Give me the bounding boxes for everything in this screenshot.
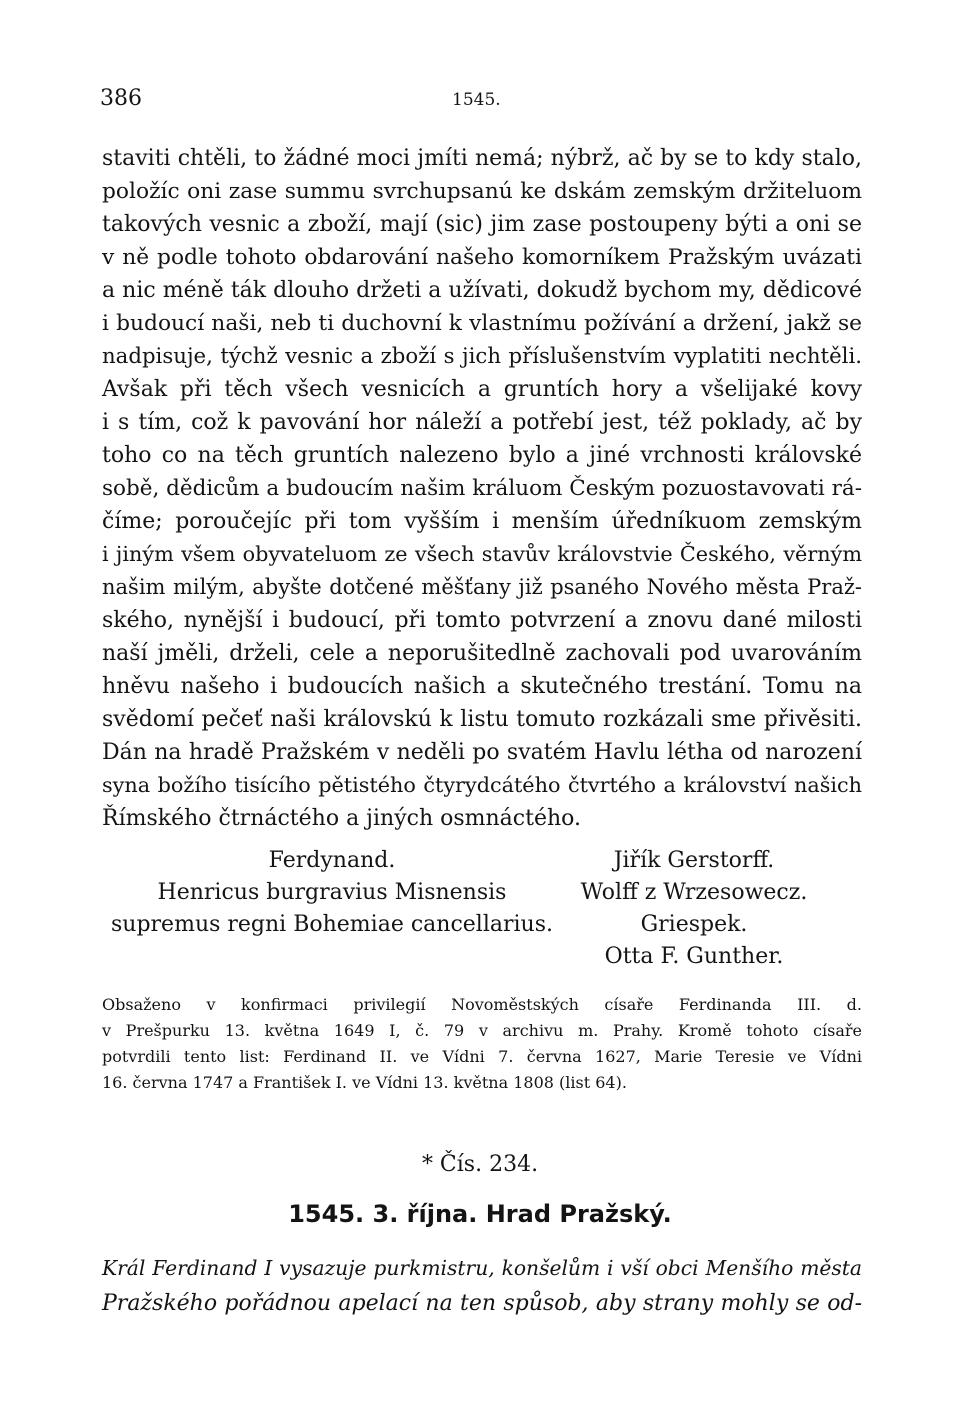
body-line: našim milým, abyšte dotčené měšťany již psaného Nového města Praž- (102, 575, 862, 599)
body-line: hněvu našeho i budoucích našich a skutečného trestání. Tomu na (102, 674, 862, 699)
body-line: i jiným všem obyvateluom ze všech stavův královstvie Českého, věrným (102, 542, 862, 566)
page-header (100, 86, 860, 120)
charter-body-text (102, 142, 862, 835)
body-line: číme; poroučejíc při tom vyšším i menším úředníkuom zemským (102, 509, 862, 534)
body-line: Avšak při těch všech vesnicích a gruntích hory a všelijaké kovy (102, 377, 862, 402)
signatures-left (102, 845, 562, 941)
signature-line: Henricus burgravius Misnensis (157, 880, 507, 905)
running-head-year: 1545. (452, 90, 501, 110)
charter-number: * Čís. 234. (421, 1152, 539, 1177)
signatures-right (576, 845, 812, 973)
body-line: a nic méně ták dlouho držeti a užívati, dokudž bychom my, dědicové (102, 278, 862, 303)
body-line: i s tím, což k pavování hor náleží a potřebí jest, též poklady, ač by (102, 410, 862, 435)
body-line: v ně podle tohoto obdarování našeho komorníkem Pražským uvázati (102, 245, 862, 270)
page-number: 386 (100, 86, 142, 111)
charter-heading: 1545. 3. října. Hrad Pražský. (288, 1200, 672, 1228)
signatures-block (102, 845, 862, 975)
body-line: nadpisuje, týchž vesnic a zboží s jich příslušenstvím vyplatiti nechtěli. (102, 344, 862, 369)
signature-line: Jiřík Gerstorff. (613, 848, 775, 873)
note-line: Obsaženo v konfirmaci privilegií Novoměstských císaře Ferdinanda III. d. (102, 995, 862, 1014)
signature-line: supremus regni Bohemiae cancellarius. (111, 912, 553, 937)
body-line: Dán na hradě Pražském v neděli po svatém Havlu létha od narození (102, 740, 862, 765)
note-line: potvrdili tento list: Ferdinand II. ve Vídni 7. června 1627, Marie Teresie ve Vídni (102, 1047, 862, 1066)
signature-line: Griespek. (640, 912, 748, 937)
body-line: ského, nynější i budoucí, při tomto potvrzení a znovu dané milosti (102, 608, 862, 633)
body-line: naší jměli, drželi, cele a neporušitedlně zachovali pod uvarováním (102, 641, 862, 666)
abstract-line: Pražského pořádnou apelací na ten spůsob, aby strany mohly se od- (102, 1291, 862, 1316)
body-line: toho co na těch gruntích nalezeno bylo a jiné vrchnosti královské (102, 443, 862, 468)
source-note (102, 992, 862, 1096)
body-line: svědomí pečeť naši královskú k listu tomuto rozkázali sme přivěsiti. (102, 707, 862, 732)
body-line: Římského čtrnáctého a jiných osmnáctého. (102, 806, 581, 831)
body-line: takových vesnic a zboží, mají (sic) jim zase postoupeny býti a oni se (102, 212, 862, 237)
body-line: i budoucí naši, neb ti duchovní k vlastnímu požívání a držení, jakž se (102, 311, 862, 336)
signature-line: Wolff z Wrzesowecz. (580, 880, 808, 905)
note-line: v Prešpurku 13. května 1649 I, č. 79 v archivu m. Prahy. Kromě tohoto císaře (102, 1021, 862, 1040)
charter-abstract (102, 1250, 862, 1322)
signature-line: Otta F. Gunther. (604, 944, 784, 969)
body-line: sobě, dědicům a budoucím našim králuom Českým pozuostavovati rá- (102, 476, 862, 501)
note-line: 16. června 1747 a František I. ve Vídni 13. května 1808 (list 64). (102, 1073, 627, 1092)
body-line: staviti chtěli, to žádné moci jmíti nemá; nýbrž, ač by se to kdy stalo, (102, 146, 862, 171)
signature-line: Ferdynand. (268, 848, 396, 873)
body-line: položíc oni zase summu svrchupsanú ke dskám zemským držiteluom (102, 179, 862, 204)
abstract-line: Král Ferdinand I vysazuje purkmistru, konšelům i vší obci Menšího města (102, 1256, 862, 1280)
body-line: syna božího tisícího pětistého čtyrydcátého čtvrtého a království našich (102, 773, 862, 797)
